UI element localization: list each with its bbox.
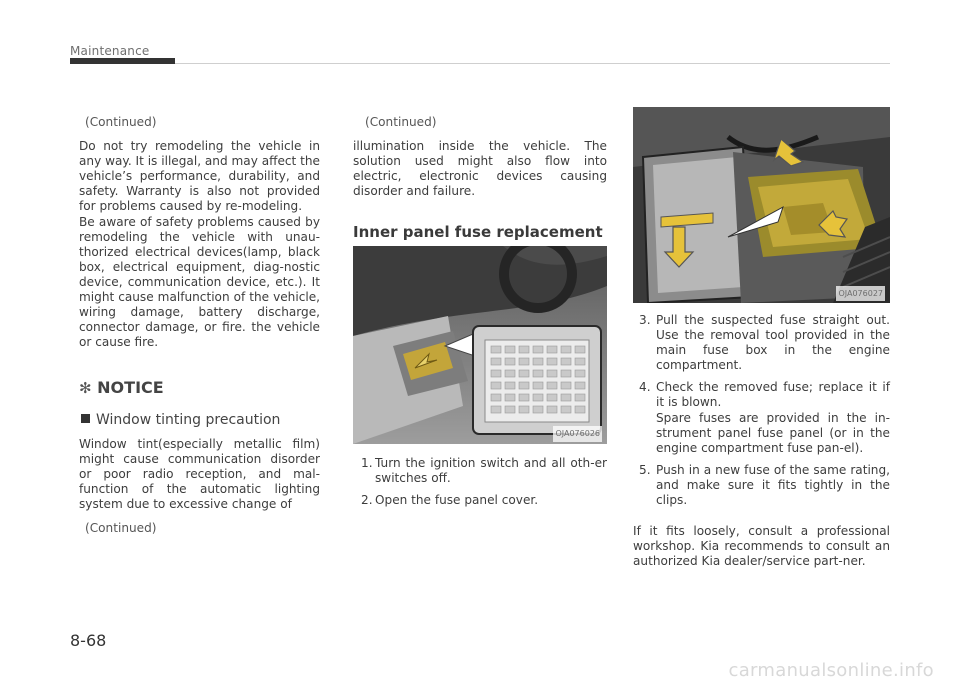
list-item: 1. Turn the ignition switch and all oth-er switches off.: [361, 455, 607, 485]
page-number: 8-68: [70, 631, 107, 650]
window-tint-paragraph: Window tint(especially metallic film) might cause communication disorder or poor radio reception, and mal-function of the automatic lighting system due to excessive change of: [79, 436, 320, 511]
running-header: Maintenance: [70, 44, 150, 58]
left-column: [79, 115, 320, 545]
list-item: 4. Check the removed fuse; replace it if it is blown. Spare fuses are provided in the in-strument panel fuse panel (or in the engine compartment fuse pan-el).: [639, 380, 890, 455]
remodeling-warning-paragraph: Do not try remodeling the vehicle in any way. It is illegal, and may affect the vehicle’s performance, durability, and safety. Warranty is also not provided for problems caused by re-modeling.: [79, 139, 320, 214]
notice-heading: [79, 380, 320, 396]
section-heading: Inner panel fuse replacement: [353, 223, 603, 242]
watermark: carmanualsonline.info: [728, 660, 934, 681]
square-bullet-icon: [81, 414, 90, 423]
inner-panel-fuse-figure: [353, 246, 607, 444]
engine-compartment-fuse-box-illustration: [633, 107, 890, 303]
notice-subtitle-text: Window tinting precaution: [96, 411, 281, 428]
closing-paragraph: If it fits loosely, consult a professional workshop. Kia recommends to consult an authorized Kia dealer/service part-ner.: [633, 524, 890, 569]
list-item: 2. Open the fuse panel cover.: [361, 492, 539, 507]
continued-label: (Continued): [365, 115, 437, 129]
electrical-devices-paragraph: Be aware of safety problems caused by remodeling the vehicle with unau-thorized electrical devices(lamp, black box, electrical equipment, diag-nostic device, communication device, etc.). It might cause malfunction of the vehicle, wiring damage, battery discharge, connector damage, or fire. the vehicle or cause fire.: [79, 214, 320, 350]
steps-list: [353, 456, 607, 508]
engine-fuse-box-figure: [633, 107, 890, 303]
middle-column: [353, 115, 607, 515]
steps-list: [633, 313, 890, 508]
notice-subtitle: [81, 413, 320, 428]
right-column: [633, 107, 890, 569]
list-item: 3. Pull the suspected fuse straight out. Use the removal tool provided in the main fuse box in the engine compartment.: [639, 313, 890, 373]
figure-code: OJA076027: [836, 286, 885, 301]
figure-code: OJA076026: [553, 426, 602, 441]
list-item: 5. Push in a new fuse of the same rating, and make sure it fits tightly in the clips.: [639, 462, 890, 508]
header-rule: [175, 63, 890, 64]
spare-fuse-note: Spare fuses are provided in the in-strument panel fuse panel (or in the engine compartment fuse pan-el).: [656, 410, 890, 455]
header-bar: [70, 58, 175, 64]
continued-label-bottom: (Continued): [85, 521, 157, 536]
continued-label: (Continued): [85, 115, 157, 129]
notice-title-text: NOTICE: [97, 378, 164, 398]
dashboard-fuse-panel-illustration: [353, 246, 607, 444]
illumination-paragraph: illumination inside the vehicle. The solution used might also flow into electric, electronic devices causing disorder and failure.: [353, 139, 607, 199]
asterisk-icon: ✻: [79, 379, 92, 398]
